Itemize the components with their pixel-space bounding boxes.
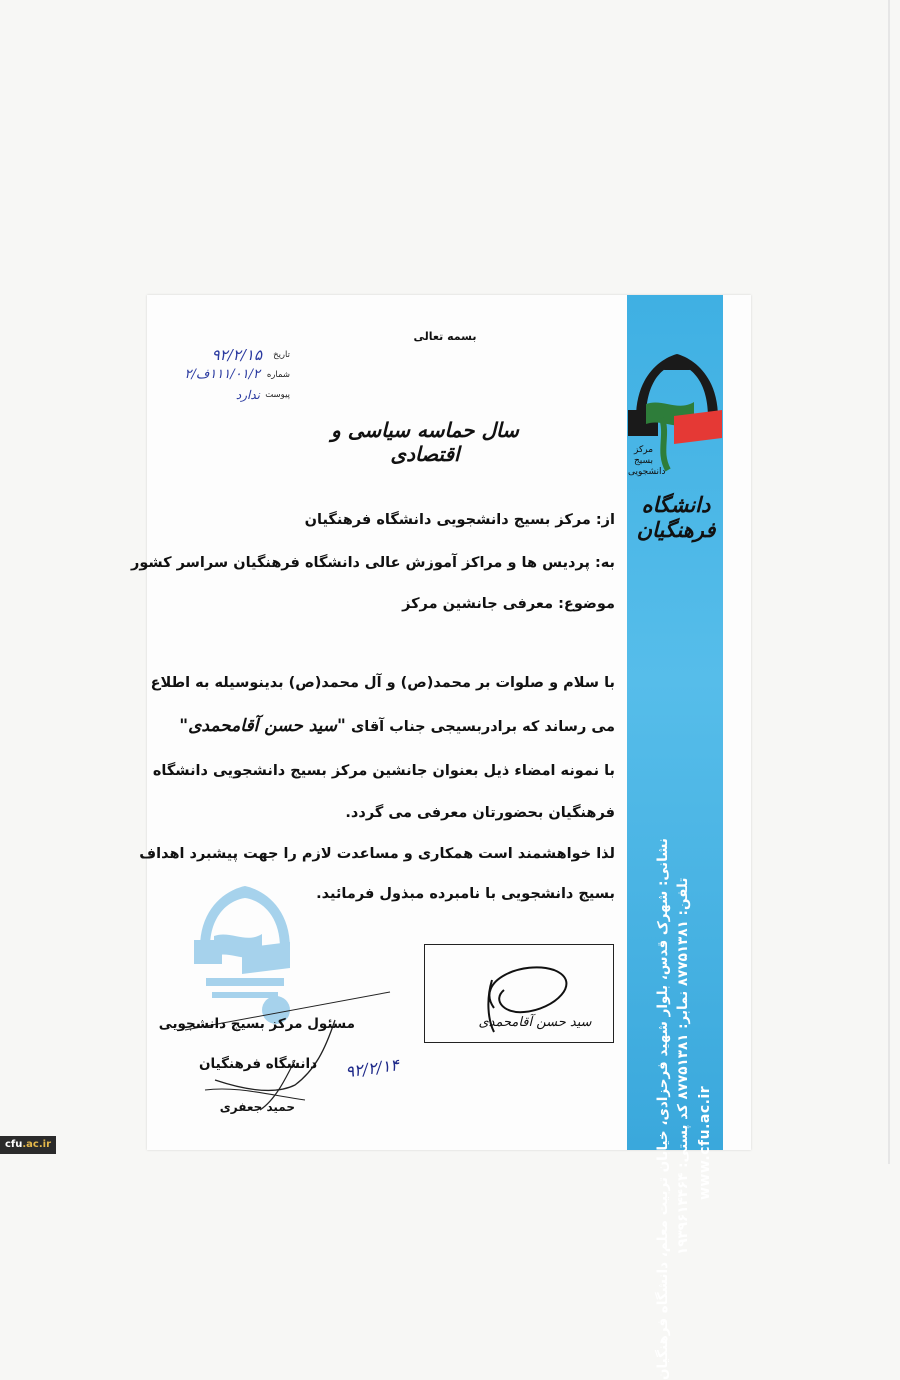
body-line: لذا خواهشمند است همکاری و مساعدت لازم را جهت پیشبرد اهداف <box>139 846 615 862</box>
badge-prefix: cfu <box>4 1139 23 1150</box>
body-line: بسیج دانشجویی با نامبرده مبذول فرمائید. <box>316 886 615 902</box>
meta-number <box>180 366 290 386</box>
body-line: فرهنگیان بحضورتان معرفی می گردد. <box>345 805 615 821</box>
website-link[interactable]: www.cfu.ac.ir <box>697 1085 713 1200</box>
basmala: بسمه تعالی <box>413 330 477 343</box>
basij-logo-icon <box>622 340 732 490</box>
address-text: نشانی: شهرک قدس، بلوار شهید فرحزادی، خیابان تربیت معلم، دانشگاه فرهنگیان <box>655 838 671 1380</box>
meta-value: ندارد <box>235 388 260 402</box>
meta-value: ۹۲/۲/۱۵ <box>211 346 262 364</box>
to-line: به: پردیس ها و مراکز آموزش عالی دانشگاه فرهنگیان سراسر کشور <box>130 555 615 571</box>
signatory-name: حمید جعفری <box>219 1100 295 1114</box>
meta-label: تاریخ <box>273 350 290 360</box>
body-line: با نمونه امضاء ذیل بعنوان جانشین مرکز بسیج دانشجویی دانشگاه <box>152 763 615 779</box>
badge-suffix: .ac.ir <box>22 1139 52 1150</box>
university-name: دانشگاه فرهنگیان <box>636 492 716 542</box>
phone-text: تلفن: ۸۷۷۵۱۳۸۱ نمابر: ۸۷۷۵۱۳۸۱ کد پستی: ۱۹۳۹۶۱۴۴۶۴ <box>675 877 691 1255</box>
meta-label: پیوست <box>265 390 290 400</box>
subject-line: موضوع: معرفی جانشین مرکز <box>402 596 615 612</box>
logo-caption: بسیج <box>634 456 654 466</box>
scan-edge <box>888 0 890 1164</box>
letter-meta <box>180 346 290 406</box>
logo-caption: مرکز <box>634 445 654 455</box>
body-line: با سلام و صلوات بر محمد(ص) و آل محمد(ص) بدینوسیله به اطلاع <box>150 675 615 691</box>
year-title: سال حماسه سیاسی و اقتصادی <box>331 418 519 466</box>
handwritten-date-text: ۹۲/۲/۱۴ <box>344 1055 401 1082</box>
meta-attachment <box>180 386 290 406</box>
meta-label: شماره <box>266 370 290 380</box>
meta-value: ۱۱۱/۰۱/۲ف/۲ <box>184 367 260 382</box>
from-line: از: مرکز بسیج دانشجویی دانشگاه فرهنگیان <box>304 512 615 528</box>
body-line <box>179 716 615 736</box>
sample-signature-name: سید حسن آقامحمدی <box>478 1015 592 1030</box>
introduced-person-name: "سید حسن آقامحمدی" <box>179 716 346 736</box>
logo-caption: دانشجویی <box>628 467 666 477</box>
body-text: می رساند که برادربسیجی جناب آقای <box>345 719 615 735</box>
signatory-title: مسئول مرکز بسیج دانشجویی <box>158 1016 355 1032</box>
meta-date <box>180 346 290 366</box>
footer-watermark-badge <box>0 1136 56 1154</box>
signatory-org: دانشگاه فرهنگیان <box>198 1056 317 1072</box>
